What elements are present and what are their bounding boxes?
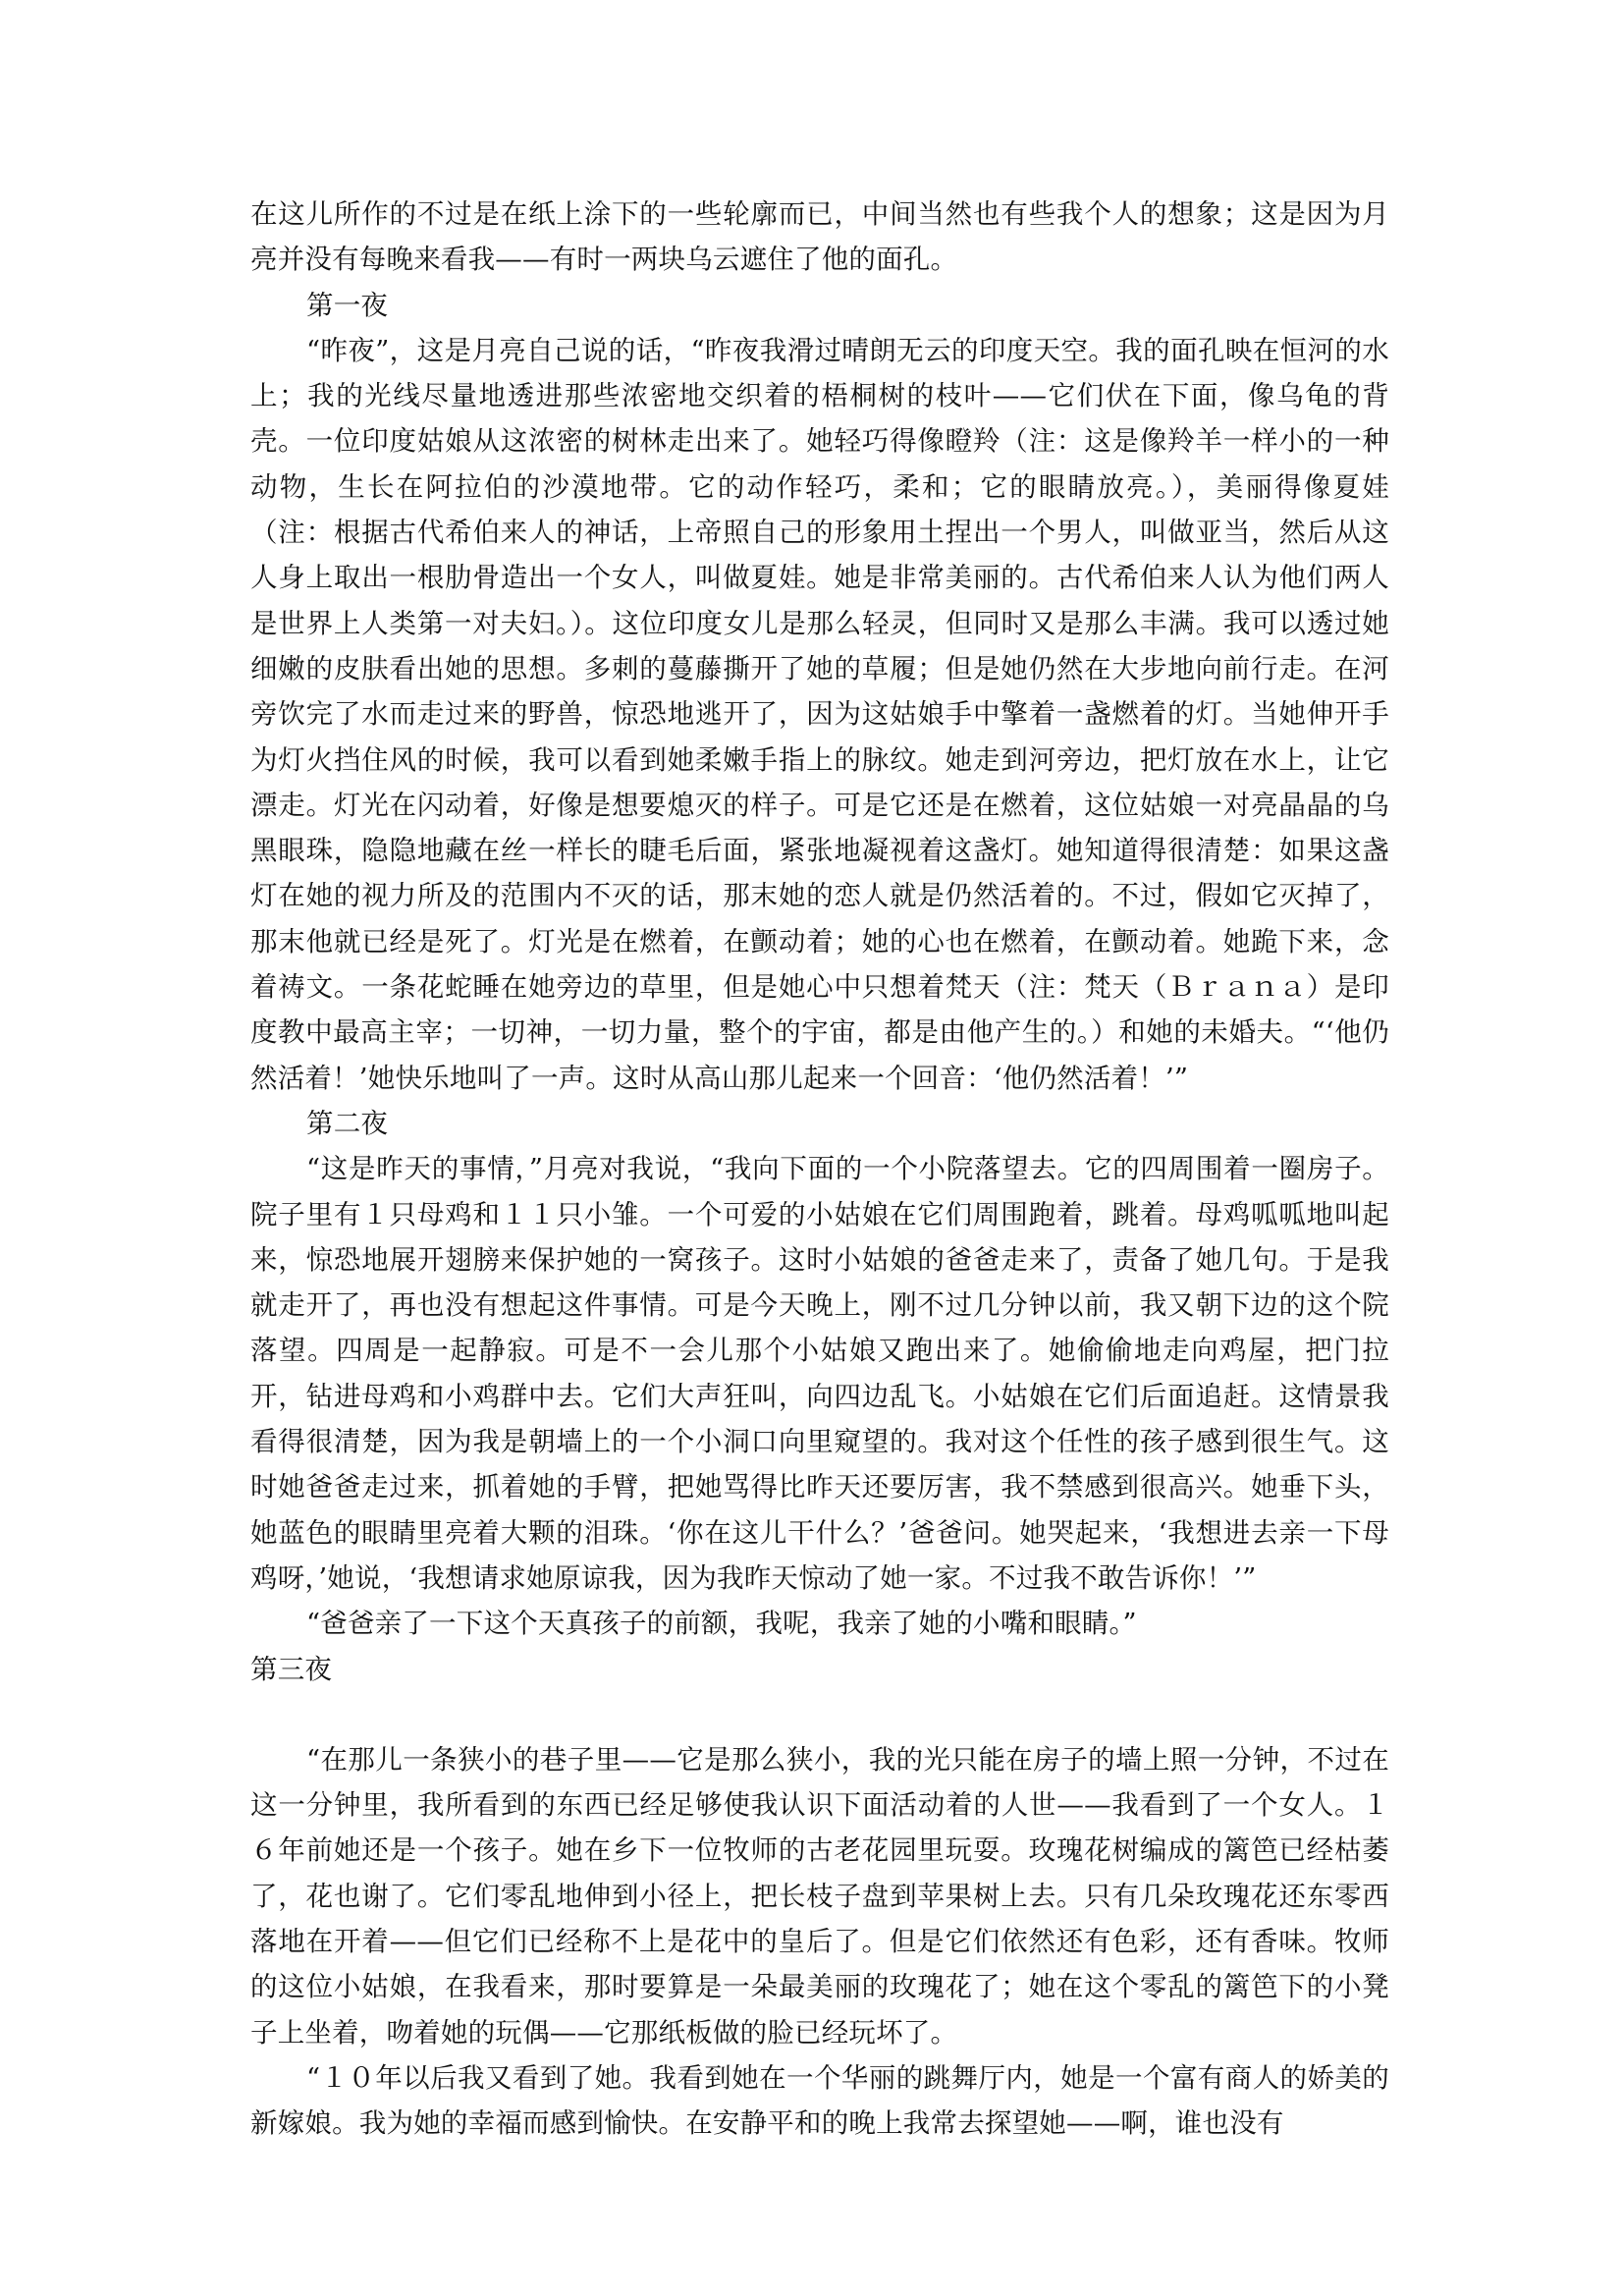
intro-paragraph: 在这儿所作的不过是在纸上涂下的一些轮廓而已，中间当然也有些我个人的想象；这是因为月亮并没有每晚来看我——有时一两块乌云遮住了他的面孔。 [250,198,1389,276]
night3-heading: 第三夜 [250,1653,333,1685]
night1-heading: 第一夜 [306,289,389,321]
blank-line [250,1692,1389,1737]
night1-paragraph: “昨夜”，这是月亮自己说的话，“昨夜我滑过晴朗无云的印度天空。我的面孔映在恒河的水上；我的光线尽量地透进那些浓密地交织着的梧桐树的枝叶——它们伏在下面，像乌龟的背壳。一位印度姑娘从这浓密的树林走出来了。她轻巧得像瞪羚（注：这是像羚羊一样小的一种动物，生长在阿拉伯的沙漠地带。它的动作轻巧，柔和；它的眼睛放亮。），美丽得像夏娃（注：根据古代希伯来人的神话，上帝照自己的形象用土捏出一个男人，叫做亚当，然后从这人身上取出一根肋骨造出一个女人，叫做夏娃。她是非常美丽的。古代希伯来人认为他们两人是世界上人类第一对夫妇。）。这位印度女儿是那么轻灵，但同时又是那么丰满。我可以透过她细嫩的皮肤看出她的思想。多刺的蔓藤撕开了她的草履；但是她仍然在大步地向前行走。在河旁饮完了水而走过来的野兽，惊恐地逃开了，因为这姑娘手中擎着一盏燃着的灯。当她伸开手为灯火挡住风的时候，我可以看到她柔嫩手指上的脉纹。她走到河旁边，把灯放在水上，让它漂走。灯光在闪动着，好像是想要熄灭的样子。可是它还是在燃着，这位姑娘一对亮晶晶的乌黑眼珠，隐隐地藏在丝一样长的睫毛后面，紧张地凝视着这盏灯。她知道得很清楚：如果这盏灯在她的视力所及的范围内不灭的话，那末她的恋人就是仍然活着的。不过，假如它灭掉了，那末他就已经是死了。灯光是在燃着，在颤动着；她的心也在燃着，在颤动着。她跪下来，念着祷文。一条花蛇睡在她旁边的草里，但是她心中只想着梵天（注：梵天（Ｂｒａｎａ）是印度教中最高主宰；一切神，一切力量，整个的宇宙，都是由他产生的。）和她的未婚夫。“‘他仍然活着！’她快乐地叫了一声。这时从高山那儿起来一个回音：‘他仍然活着！’” [250,334,1389,1094]
night3-paragraph-1: “在那儿一条狭小的巷子里——它是那么狭小，我的光只能在房子的墙上照一分钟，不过在这一分钟里，我所看到的东西已经足够使我认识下面活动着的人世——我看到了一个女人。１６年前她还是一个孩子。她在乡下一位牧师的古老花园里玩耍。玫瑰花树编成的篱笆已经枯萎了，花也谢了。它们零乱地伸到小径上，把长枝子盘到苹果树上去。只有几朵玫瑰花还东零西落地在开着——但它们已经称不上是花中的皇后了。但是它们依然还有色彩，还有香味。牧师的这位小姑娘，在我看来，那时要算是一朵最美丽的玫瑰花了；她在这个零乱的篱笆下的小凳子上坐着，吻着她的玩偶——它那纸板做的脸已经玩坏了。 [250,1743,1389,2049]
night3-paragraph-2: “１０年以后我又看到了她。我看到她在一个华丽的跳舞厅内，她是一个富有商人的娇美的新嫁娘。我为她的幸福而感到愉快。在安静平和的晚上我常去探望她——啊，谁也没有 [250,2061,1389,2140]
night2-paragraph: “这是昨天的事情，”月亮对我说，“我向下面的一个小院落望去。它的四周围着一圈房子。院子里有１只母鸡和１１只小雏。一个可爱的小姑娘在它们周围跑着，跳着。母鸡呱呱地叫起来，惊恐地展开翅膀来保护她的一窝孩子。这时小姑娘的爸爸走来了，责备了她几句。于是我就走开了，再也没有想起这件事情。可是今天晚上，刚不过几分钟以前，我又朝下边的这个院落望。四周是一起静寂。可是不一会儿那个小姑娘又跑出来了。她偷偷地走向鸡屋，把门拉开，钻进母鸡和小鸡群中去。它们大声狂叫，向四边乱飞。小姑娘在它们后面追赶。这情景我看得很清楚，因为我是朝墙上的一个小洞口向里窥望的。我对这个任性的孩子感到很生气。这时她爸爸走过来，抓着她的手臂，把她骂得比昨天还要厉害，我不禁感到很高兴。她垂下头，她蓝色的眼睛里亮着大颗的泪珠。‘你在这儿干什么？’爸爸问。她哭起来，‘我想进去亲一下母鸡呀，’她说，‘我想请求她原谅我，因为我昨天惊动了她一家。不过我不敢告诉你！’” [250,1153,1389,1594]
night2-heading: 第二夜 [306,1107,389,1139]
night2-closing-paragraph: “爸爸亲了一下这个天真孩子的前额，我呢，我亲了她的小嘴和眼睛。” [306,1608,1137,1640]
document-page [250,191,1389,2146]
